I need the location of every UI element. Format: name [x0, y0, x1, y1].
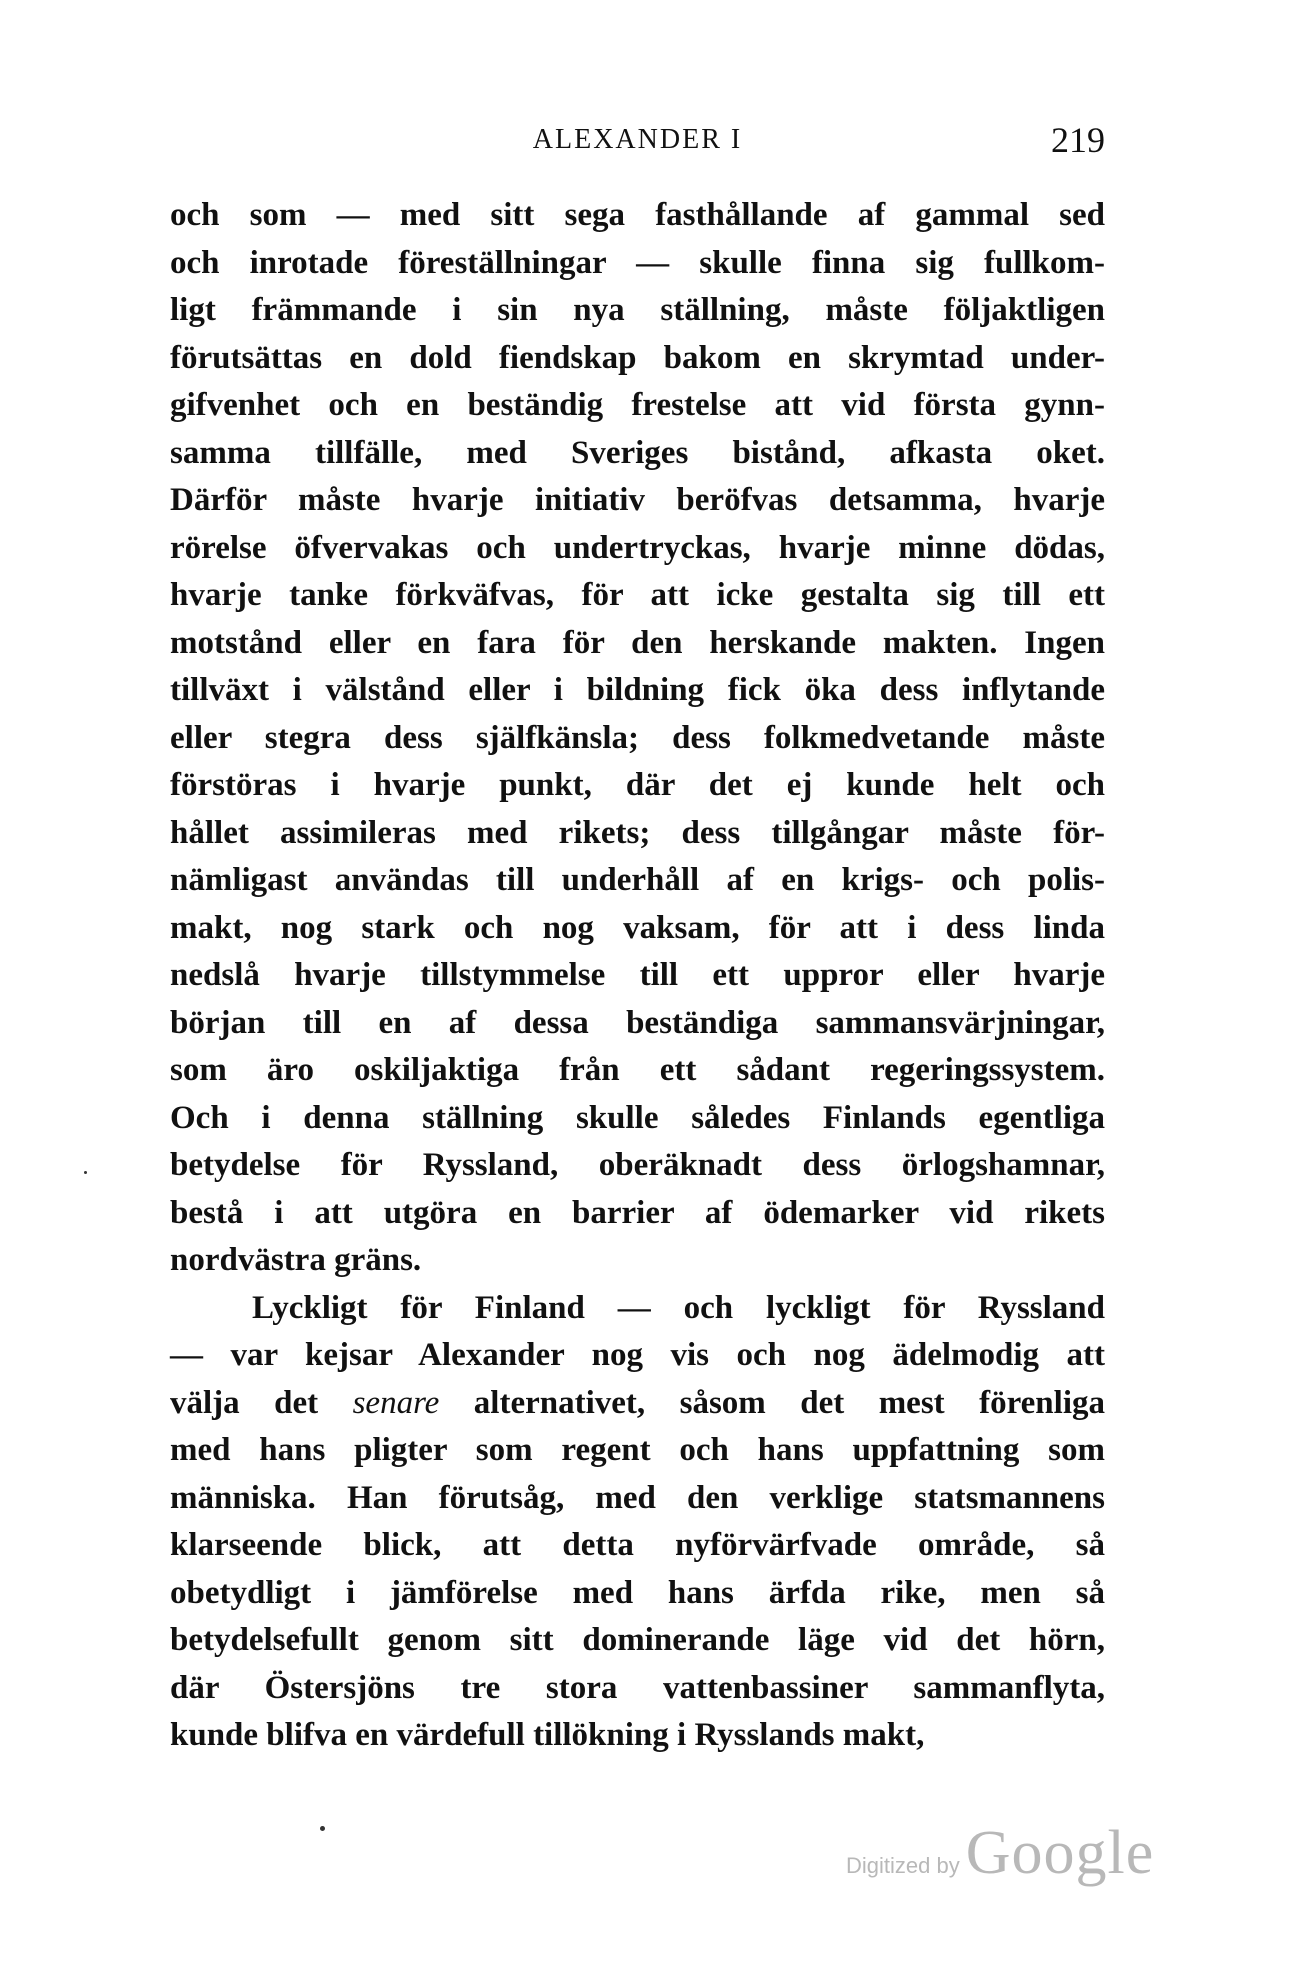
stray-ink-mark [320, 1826, 325, 1831]
paragraph-start-line: Lyckligt för Finland — och lyckligt för Ryssland [252, 1289, 1105, 1326]
text-line: rörelse öfvervakas och undertryckas, hvarje minne dödas, [170, 529, 1105, 566]
text-line: samma tillfälle, med Sveriges bistånd, afkasta oket. [170, 434, 1105, 471]
text-line: ligt främmande i sin nya ställning, måste följaktligen [170, 292, 1105, 328]
text-line: eller stegra dess själfkänsla; dess folkmedvetande måste [170, 719, 1105, 756]
text-line: obetydligt i jämförelse med hans ärfda rike, men så [170, 1574, 1105, 1611]
text-line: Därför måste hvarje initiativ beröfvas detsamma, hvarje [170, 482, 1105, 518]
watermark-prefix: Digitized by [846, 1853, 960, 1878]
emphasized-word: senare [352, 1384, 440, 1421]
text-line: kunde blifva en värdefull tillökning i Rysslands makt, [170, 1717, 925, 1753]
text-line: och som — med sitt sega fasthållande af gammal sed [170, 197, 1105, 233]
text-line: tillväxt i välstånd eller i bildning fick öka dess inflytande [170, 672, 1105, 708]
page-number: 219 [1051, 120, 1105, 160]
text-line: början till en af dessa beständiga sammansvärjningar, [170, 1004, 1105, 1041]
chapter-title: ALEXANDER I [532, 124, 743, 155]
text-line: med hans pligter som regent och hans uppfattning som [170, 1432, 1105, 1468]
text-line: människa. Han förutsåg, med den verklige statsmannens [170, 1479, 1105, 1516]
text-line: förstöras i hvarje punkt, där det ej kunde helt och [170, 767, 1105, 803]
body-text [170, 192, 1105, 1760]
text-line: betydelsefullt genom sitt dominerande läge vid det hörn, [170, 1622, 1105, 1658]
text-line: klarseende blick, att detta nyförvärfvade område, så [170, 1527, 1105, 1563]
digitized-watermark [846, 1818, 1154, 1898]
text-line: välja det senare alternativet, såsom det mest förenliga [170, 1384, 1105, 1421]
text-line: gifvenhet och en beständig frestelse att vid första gynn- [170, 387, 1105, 423]
text-line: Och i denna ställning skulle således Finlands egentliga [170, 1099, 1105, 1136]
text-line: betydelse för Ryssland, oberäknadt dess örlogshamnar, [170, 1147, 1105, 1183]
text-line: förutsättas en dold fiendskap bakom en skrymtad under- [170, 339, 1105, 376]
text-line: nämligast användas till underhåll af en krigs- och polis- [170, 862, 1105, 898]
text-line: motstånd eller en fara för den herskande makten. Ingen [170, 624, 1105, 661]
text-line: bestå i att utgöra en barrier af ödemarker vid rikets [170, 1194, 1105, 1231]
text-line: och inrotade föreställningar — skulle finna sig fullkom- [170, 244, 1105, 281]
text-line: som äro oskiljaktiga från ett sådant regeringssystem. [170, 1052, 1105, 1088]
running-head [170, 118, 1105, 162]
text-line: — var kejsar Alexander nog vis och nog ädelmodig att [170, 1337, 1105, 1373]
text-line: nedslå hvarje tillstymmelse till ett uppror eller hvarje [170, 957, 1105, 993]
google-logo: Google [965, 1819, 1155, 1887]
stray-ink-mark [84, 1171, 87, 1174]
text-line: hållet assimileras med rikets; dess tillgångar måste för- [170, 814, 1105, 851]
text-line: där Östersjöns tre stora vattenbassiner sammanflyta, [170, 1669, 1105, 1706]
text-line: hvarje tanke förkväfvas, för att icke gestalta sig till ett [170, 577, 1105, 613]
paragraph-end-line: nordvästra gräns. [170, 1242, 422, 1278]
text-line: makt, nog stark och nog vaksam, för att i dess linda [170, 909, 1105, 946]
